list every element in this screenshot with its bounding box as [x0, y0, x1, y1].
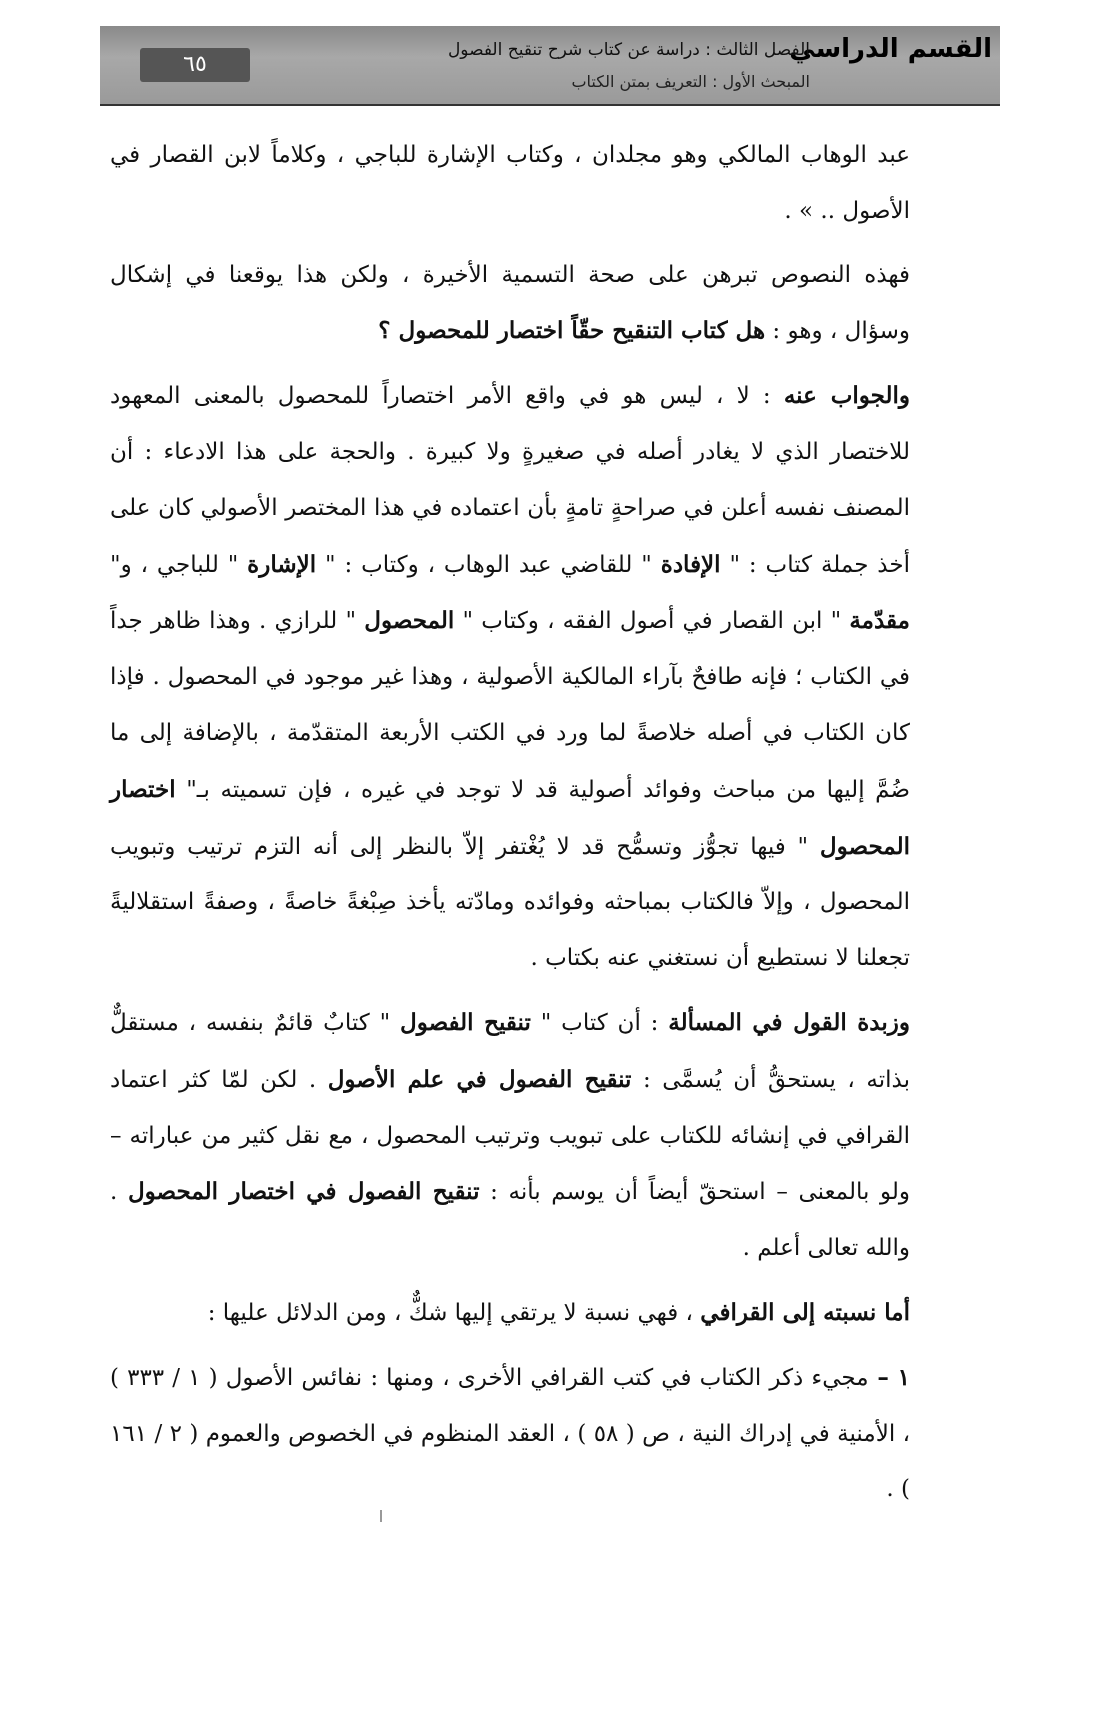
- text-run: " للباجي ، و": [110, 551, 248, 578]
- bold-phrase: تنقيح الفصول: [400, 1008, 531, 1036]
- text-run: " للرازي . وهذا ظاهر جداً في الكتاب ؛ فإنه طافحٌ بآراء المالكية الأصولية ، وهذا غير موجود في المحصول . فإذا كان الكتاب في أصله خلاصةً لما ورد في الكتب الأربعة المتقدّمة ، بالإضافة إلى ما ضُمَّ إليها من مباحث وفوائد أصولية قد لا توجد في غيره ، فإن تسميته بـ": [110, 608, 910, 803]
- bold-phrase: الإشارة: [247, 550, 317, 578]
- text-run: " للقاضي عبد الوهاب ، وكتاب : ": [316, 551, 661, 578]
- page-number: ٦٥: [140, 48, 250, 82]
- text-run: . والله تعالى أعلم .: [110, 1179, 910, 1262]
- bold-phrase: مقدّمة: [849, 607, 910, 635]
- page-mark: [380, 1510, 382, 1522]
- paragraph: [110, 1285, 910, 1342]
- paragraph: [110, 128, 910, 240]
- text-run: عبد الوهاب المالكي وهو مجلدان ، وكتاب الإشارة للباجي ، وكلاماً لابن القصار في الأصول .. » .: [110, 142, 910, 224]
- paragraph: [110, 248, 910, 361]
- text-run: مجيء ذكر الكتاب في كتب القرافي الأخرى ، ومنها : نفائس الأصول ( ١ / ٣٣٣ ) ، الأمنية في إدراك النية ، ص ( ٥٨ ) ، العقد المنظوم في الخصوص والعموم ( ٢ / ١٦١ ) .: [110, 1364, 911, 1503]
- text-run: " ابن القصار في أصول الفقه ، وكتاب ": [454, 608, 850, 635]
- text-run: فهذه النصوص تبرهن على صحة التسمية الأخيرة ، ولكن هذا يوقعنا في إشكال وسؤال ، وهو :: [110, 261, 910, 345]
- bold-phrase: الإفادة: [660, 550, 721, 578]
- text-run: ، فهي نسبة لا يرتقي إليها شكٌّ ، ومن الدلائل عليها :: [207, 1299, 701, 1326]
- paragraph: [110, 368, 910, 987]
- bold-phrase: وزبدة القول في المسألة: [668, 1008, 910, 1036]
- text-run: : لا ، ليس هو في واقع الأمر اختصاراً للمحصول بالمعنى المعهود للاختصار الذي لا يغادر أصله في صغيرةٍ ولا كبيرة . والحجة على هذا الادعاء : أن المصنف نفسه أعلن في صراحةٍ تامةٍ بأن اعتماده في هذا المختصر الأصولي كان على أخذ جملة كتاب : ": [110, 383, 910, 578]
- bold-phrase: ١ –: [868, 1363, 911, 1391]
- body-text: [110, 128, 910, 1518]
- bold-phrase: والجواب عنه: [783, 382, 910, 410]
- bold-phrase: تنقيح الفصول في علم الأصول: [327, 1065, 632, 1093]
- running-header: [100, 26, 1000, 106]
- text-run: : أن كتاب ": [530, 1009, 669, 1036]
- header-title: القسم الدراسي: [789, 34, 992, 64]
- bold-phrase: هل كتاب التنقيح حقّاً اختصار للمحصول ؟: [378, 317, 766, 345]
- bold-phrase: أما نسبته إلى القرافي: [700, 1298, 910, 1326]
- paragraph: [110, 1350, 910, 1518]
- text-run: . لكن لمّا كثر اعتماد القرافي في إنشائه للكتاب على تبويب وترتيب المحصول ، مع نقل كثير من عباراته – ولو بالمعنى – استحقّ أيضاً أن يوسم بأنه :: [110, 1066, 911, 1206]
- text-run: " فيها تجوُّز وتسمُّح قد لا يُغْتفر إلاّ بالنظر إلى أنه التزم ترتيب وتبويب المحصول ، وإلاّ فالكتاب بمباحثه وفوائده ومادّته يأخذ صِبْغةً خاصةً ، وصفةً استقلاليةً تجعلنا لا نستطيع أن نستغني عنه بكتاب .: [110, 833, 910, 972]
- header-chapter: الفصل الثالث : دراسة عن كتاب شرح تنقيح الفصول: [447, 40, 810, 60]
- bold-phrase: المحصول: [364, 607, 455, 635]
- paragraph: [110, 995, 910, 1277]
- text-run: " كتابٌ قائمٌ بنفسه ، مستقلٌّ بذاته ، يستحقُّ أن يُسمَّى :: [110, 1009, 910, 1093]
- bold-phrase: تنقيح الفصول في اختصار المحصول: [127, 1178, 480, 1206]
- bold-phrase: اختصار المحصول: [110, 775, 910, 860]
- header-section: المبحث الأول : التعريف بمتن الكتاب: [571, 72, 810, 91]
